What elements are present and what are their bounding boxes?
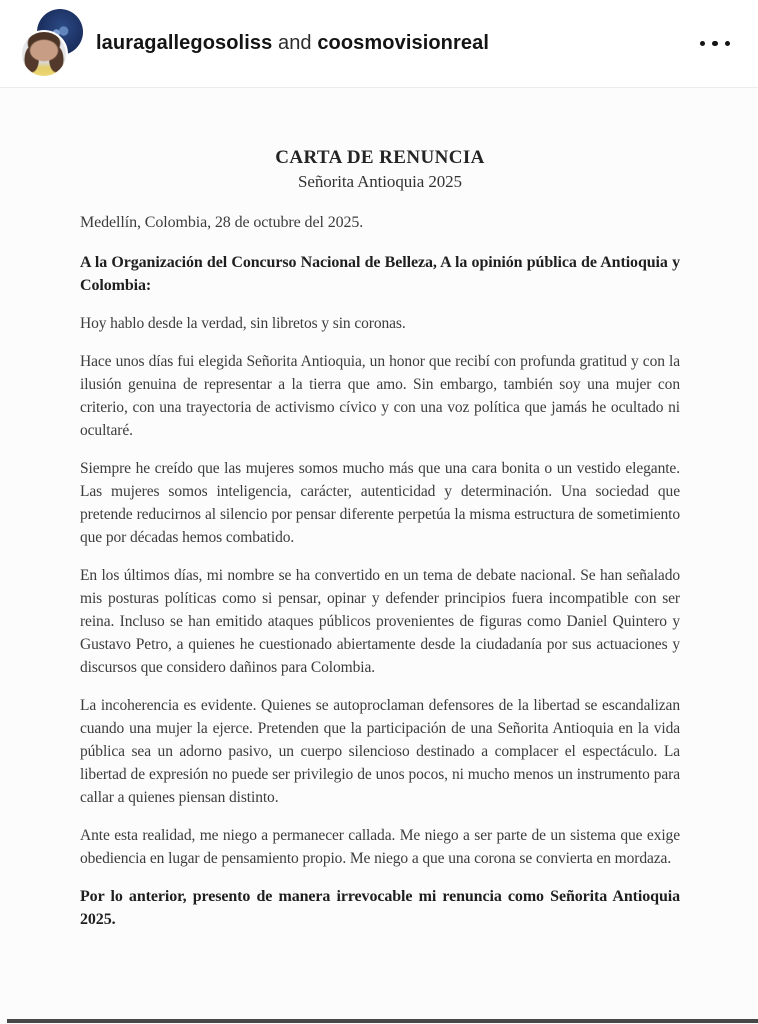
authors-conjunction: and	[277, 32, 312, 54]
ellipsis-icon	[700, 41, 706, 47]
letter-subtitle: Señorita Antioquia 2025	[298, 172, 462, 191]
avatar	[20, 30, 68, 78]
ellipsis-icon	[712, 41, 718, 47]
letter-salutation: A la Organización del Concurso Nacional de Belleza, A la opinión pública de Antioquia y Colombia:	[80, 254, 680, 294]
username-primary[interactable]: lauragallegosoliss	[96, 32, 273, 54]
avatar-group[interactable]	[20, 9, 80, 79]
username-secondary[interactable]: coosmovisionreal	[317, 32, 489, 54]
letter-title: CARTA DE RENUNCIA	[275, 147, 485, 168]
letter-body	[80, 312, 680, 870]
letter-paragraph: Hoy hablo desde la verdad, sin libretos y sin coronas.	[80, 315, 406, 332]
letter-paragraph: La incoherencia es evidente. Quienes se autoproclaman defensores de la libertad se escandalizan cuando una mujer la ejerce. Pretenden que la participación de una Señorita Antioquia en la vida pública sea un adorno pasivo, un cuerpo silencioso destinado a complacer el espectáculo. La libertad de expresión no puede ser privilegio de unos pocos, ni mucho menos un instrumento para callar a quienes piensan distinto.	[80, 697, 680, 806]
letter-paragraph: Ante esta realidad, me niego a permanecer callada. Me niego a ser parte de un sistema que exige obediencia en lugar de pensamiento propio. Me niego a que una corona se convierta en mordaza.	[80, 827, 680, 867]
post-header	[0, 0, 758, 88]
letter-paragraph: En los últimos días, mi nombre se ha convertido en un tema de debate nacional. Se han señalado mis posturas políticas como si pensar, opinar y defender principios fuera incompatible con ser reina. Incluso se han emitido ataques públicos provenientes de figuras como Daniel Quintero y Gustavo Petro, a quienes he cuestionado abiertamente desde la ciudadanía por sus actuaciones y discursos que considero dañinos para Colombia.	[80, 567, 680, 676]
image-bottom-edge	[7, 1019, 758, 1023]
letter-paragraph: Hace unos días fui elegida Señorita Antioquia, un honor que recibí con profunda gratitud y con la ilusión genuina de representar a la tierra que amo. Sin embargo, también soy una mujer con criterio, con una trayectoria de activismo cívico y con una voz política que jamás he ocultado ni ocultaré.	[80, 353, 680, 439]
letter-dateline: Medellín, Colombia, 28 de octubre del 2025.	[80, 214, 364, 231]
letter-paragraph: Siempre he creído que las mujeres somos mucho más que una cara bonita o un vestido elegante. Las mujeres somos inteligencia, carácter, autenticidad y determinación. Una sociedad que pretende reducirnos al silencio por pensar diferente perpetúa la misma estructura de sometimiento que por décadas hemos combatido.	[80, 460, 680, 546]
post-image-letter[interactable]	[0, 88, 758, 931]
more-options-button[interactable]	[698, 35, 733, 53]
ellipsis-icon	[725, 41, 731, 47]
post-authors	[96, 32, 489, 55]
letter-closing: Por lo anterior, presento de manera irrevocable mi renuncia como Señorita Antioquia 2025.	[80, 888, 680, 928]
